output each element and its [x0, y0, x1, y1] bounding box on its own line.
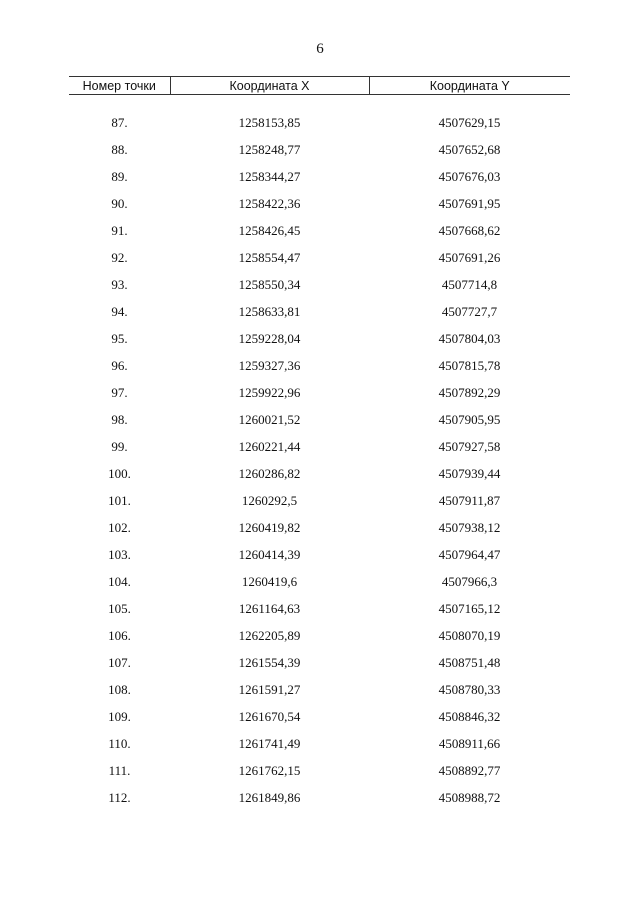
cell-coordinate-y: 4507652,68: [438, 141, 501, 157]
cell-coordinate-y: 4507676,03: [438, 168, 501, 184]
table-row: [69, 406, 570, 433]
cell-point-number: 93.: [111, 276, 128, 292]
table-row: [69, 595, 570, 622]
cell-coordinate-x: 1258344,27: [238, 168, 301, 184]
cell-point-number: 99.: [111, 438, 128, 454]
table-header: [69, 77, 570, 95]
cell-coordinate-x: 1261670,54: [238, 708, 301, 724]
cell-point-number: 98.: [111, 411, 128, 427]
cell-coordinate-x: 1258426,45: [238, 222, 301, 238]
cell-coordinate-y: 4507815,78: [438, 357, 501, 373]
cell-point-number: 94.: [111, 303, 128, 319]
cell-coordinate-x: 1260221,44: [238, 438, 301, 454]
table-row: [69, 757, 570, 784]
cell-coordinate-y: 4507905,95: [438, 411, 501, 427]
cell-coordinate-x: 1261554,39: [238, 654, 301, 670]
cell-coordinate-y: 4508846,32: [438, 708, 501, 724]
cell-coordinate-y: 4507927,58: [438, 438, 501, 454]
cell-coordinate-y: 4507165,12: [438, 600, 501, 616]
cell-coordinate-x: 1260414,39: [238, 546, 301, 562]
cell-coordinate-y: 4507892,29: [438, 384, 501, 400]
cell-point-number: 88.: [111, 141, 128, 157]
table-row: [69, 784, 570, 811]
table-row: [69, 622, 570, 649]
cell-coordinate-x: 1259922,96: [238, 384, 301, 400]
cell-coordinate-x: 1262205,89: [238, 627, 301, 643]
cell-coordinate-x: 1258153,85: [238, 114, 301, 130]
table-row: [69, 676, 570, 703]
table-row: [69, 514, 570, 541]
cell-coordinate-y: 4508892,77: [438, 762, 501, 778]
cell-point-number: 96.: [111, 357, 128, 373]
table-row: [69, 433, 570, 460]
cell-coordinate-y: 4507668,62: [438, 222, 501, 238]
cell-coordinate-x: 1261591,27: [238, 681, 301, 697]
cell-coordinate-x: 1258422,36: [238, 195, 301, 211]
cell-coordinate-y: 4507911,87: [438, 492, 501, 508]
cell-coordinate-y: 4507966,3: [441, 573, 498, 589]
cell-coordinate-y: 4507939,44: [438, 465, 501, 481]
cell-coordinate-x: 1258554,47: [238, 249, 301, 265]
cell-point-number: 104.: [108, 573, 131, 589]
table-body: [69, 95, 570, 812]
cell-coordinate-y: 4507691,26: [438, 249, 501, 265]
table-spacer-row: [69, 95, 570, 110]
cell-coordinate-y: 4507727,7: [441, 303, 498, 319]
header-point-number: Номер точки: [69, 77, 170, 95]
cell-coordinate-y: 4507804,03: [438, 330, 501, 346]
table-row: [69, 244, 570, 271]
table-row: [69, 325, 570, 352]
header-coordinate-y: Координата Y: [369, 77, 570, 95]
cell-coordinate-y: 4508070,19: [438, 627, 501, 643]
table-row: [69, 649, 570, 676]
table-row: [69, 298, 570, 325]
page-number: 6: [316, 41, 324, 57]
cell-coordinate-y: 4508911,66: [438, 735, 501, 751]
cell-coordinate-x: 1260021,52: [238, 411, 301, 427]
cell-coordinate-y: 4507691,95: [438, 195, 501, 211]
table-row: [69, 379, 570, 406]
table-row: [69, 109, 570, 136]
cell-point-number: 111.: [108, 762, 131, 778]
cell-point-number: 106.: [108, 627, 131, 643]
cell-point-number: 101.: [108, 492, 131, 508]
table-row: [69, 271, 570, 298]
cell-coordinate-x: 1260292,5: [241, 492, 298, 508]
cell-point-number: 109.: [108, 708, 131, 724]
cell-point-number: 92.: [111, 249, 128, 265]
cell-point-number: 95.: [111, 330, 128, 346]
cell-coordinate-y: 4508988,72: [438, 789, 501, 805]
table-row: [69, 487, 570, 514]
cell-coordinate-y: 4507964,47: [438, 546, 501, 562]
table-row: [69, 460, 570, 487]
table-row: [69, 541, 570, 568]
cell-coordinate-x: 1261164,63: [238, 600, 301, 616]
header-coordinate-x: Координата X: [170, 77, 369, 95]
cell-coordinate-x: 1259327,36: [238, 357, 301, 373]
table-row: [69, 730, 570, 757]
cell-point-number: 107.: [108, 654, 131, 670]
cell-coordinate-y: 4507714,8: [441, 276, 498, 292]
table-row: [69, 136, 570, 163]
cell-point-number: 102.: [108, 519, 131, 535]
table-row: [69, 217, 570, 244]
cell-coordinate-x: 1258633,81: [238, 303, 301, 319]
cell-point-number: 89.: [111, 168, 128, 184]
cell-point-number: 91.: [111, 222, 128, 238]
cell-coordinate-x: 1261762,15: [238, 762, 301, 778]
cell-point-number: 97.: [111, 384, 128, 400]
cell-point-number: 90.: [111, 195, 128, 211]
cell-point-number: 100.: [108, 465, 131, 481]
table-row: [69, 190, 570, 217]
coordinates-table: [69, 76, 570, 811]
cell-point-number: 87.: [111, 114, 128, 130]
cell-point-number: 105.: [108, 600, 131, 616]
cell-coordinate-y: 4507938,12: [438, 519, 501, 535]
cell-point-number: 112.: [108, 789, 131, 805]
cell-coordinate-y: 4507629,15: [438, 114, 501, 130]
cell-coordinate-y: 4508780,33: [438, 681, 501, 697]
table-row: [69, 163, 570, 190]
header-row: [69, 77, 570, 95]
cell-coordinate-x: 1258248,77: [238, 141, 301, 157]
cell-coordinate-x: 1261741,49: [238, 735, 301, 751]
cell-point-number: 108.: [108, 681, 131, 697]
cell-coordinate-x: 1261849,86: [238, 789, 301, 805]
cell-coordinate-x: 1259228,04: [238, 330, 301, 346]
table-row: [69, 703, 570, 730]
cell-point-number: 110.: [108, 735, 131, 751]
cell-coordinate-x: 1260419,82: [238, 519, 301, 535]
cell-coordinate-x: 1260419,6: [241, 573, 298, 589]
cell-coordinate-x: 1260286,82: [238, 465, 301, 481]
cell-coordinate-y: 4508751,48: [438, 654, 501, 670]
table-row: [69, 352, 570, 379]
table-row: [69, 568, 570, 595]
cell-coordinate-x: 1258550,34: [238, 276, 301, 292]
cell-point-number: 103.: [108, 546, 131, 562]
